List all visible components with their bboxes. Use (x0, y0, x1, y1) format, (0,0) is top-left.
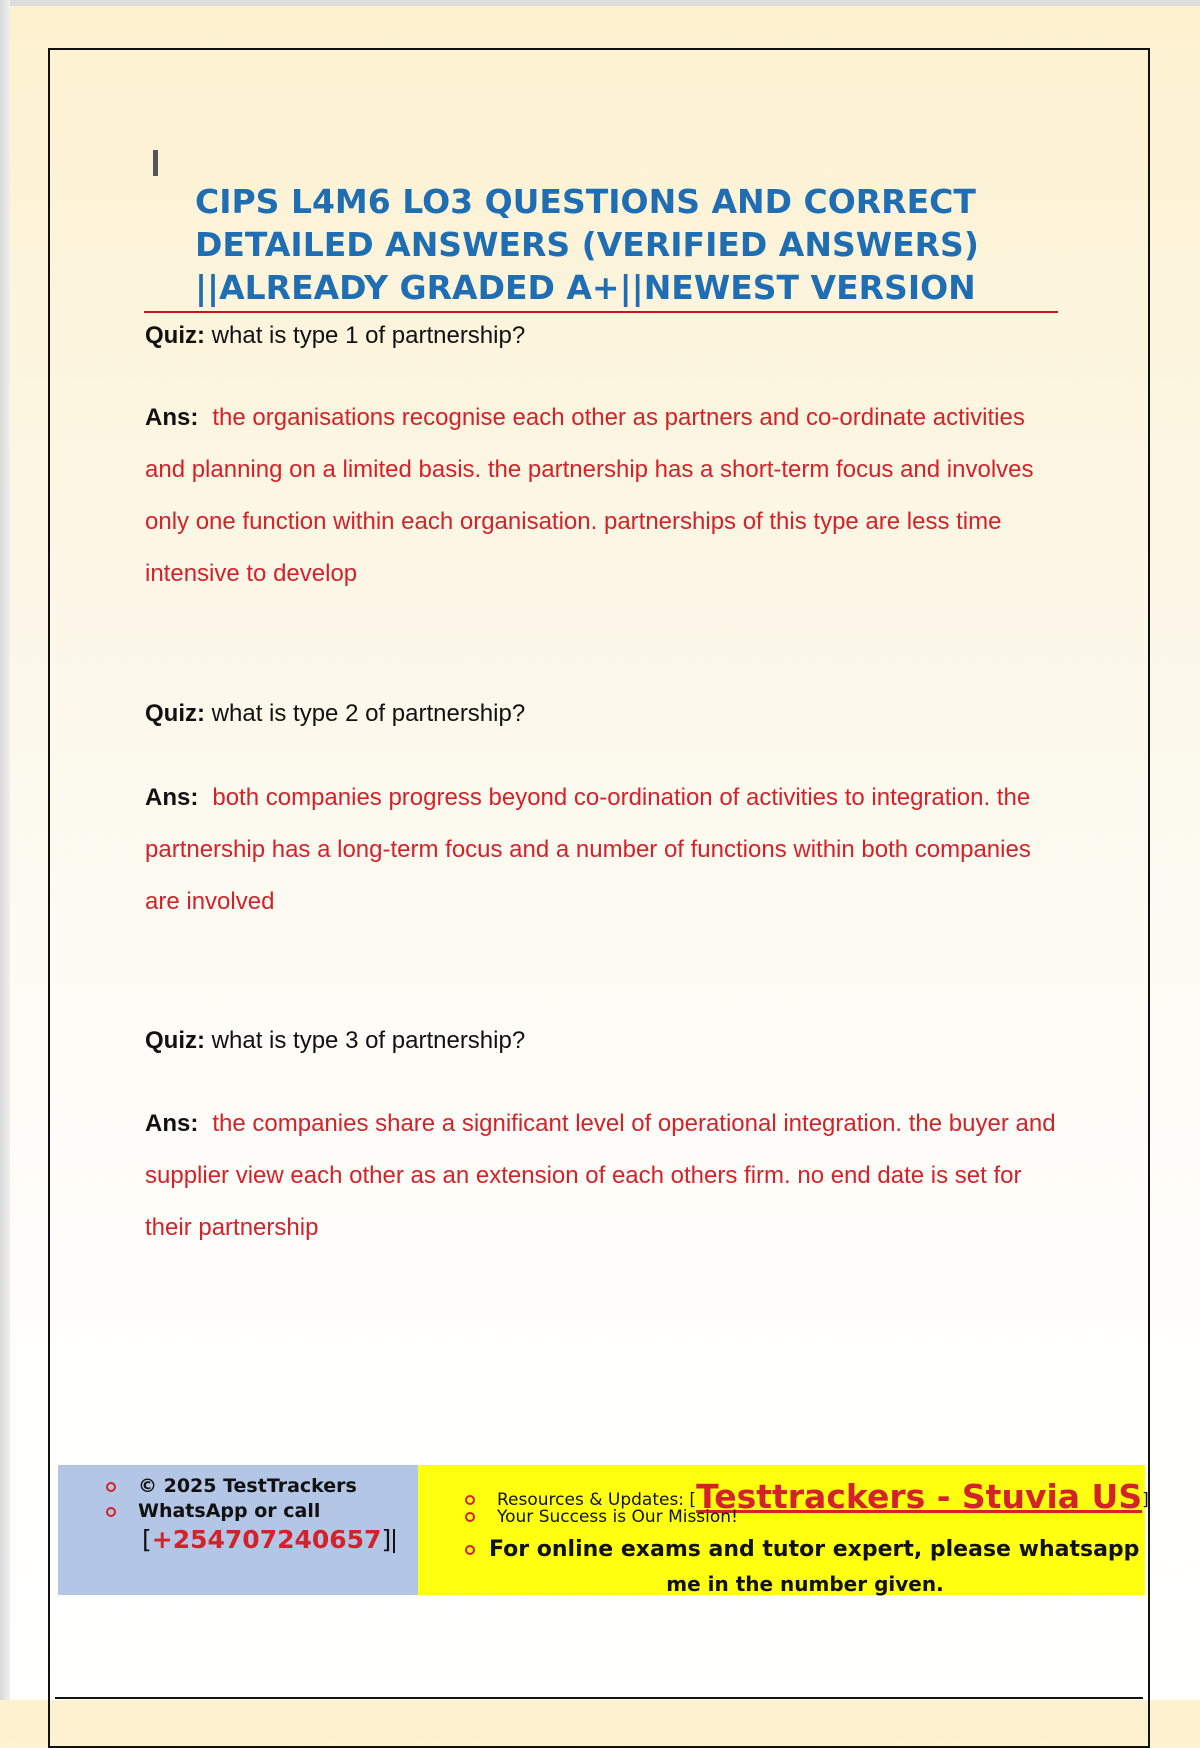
question-1 (145, 322, 525, 350)
title-underline (144, 311, 1058, 313)
page-top-edge (0, 0, 1200, 6)
promo-line-2: me in the number given. (666, 1572, 944, 1596)
ans-label: Ans: (145, 404, 199, 431)
answer-3 (145, 1098, 1065, 1254)
promo-line-1: For online exams and tutor expert, please whatsapp (489, 1537, 1140, 1562)
promo-text (465, 1533, 1145, 1601)
phone-number[interactable]: [+254707240657] (142, 1525, 395, 1554)
answer-1 (145, 392, 1065, 600)
bullet-icon (465, 1512, 475, 1522)
copyright-row (106, 1475, 357, 1497)
stuvia-link[interactable]: Testtrackers - Stuvia US (696, 1477, 1143, 1516)
resources-label: Resources & Updates: [ (497, 1490, 697, 1510)
answer-2 (145, 772, 1065, 928)
page-left-edge (0, 0, 10, 1700)
title-line: ||ALREADY GRADED A+||NEWEST VERSION (195, 268, 976, 307)
title-line: CIPS L4M6 LO3 QUESTIONS AND CORRECT (195, 182, 976, 221)
ans-label: Ans: (145, 1110, 199, 1137)
phone-text[interactable]: +254707240657 (151, 1525, 382, 1554)
footer-contact (58, 1465, 418, 1595)
question-3 (145, 1027, 525, 1055)
whatsapp-label: WhatsApp or call (138, 1500, 321, 1522)
question-text: what is type 1 of partnership? (211, 322, 526, 349)
quiz-label: Quiz: (145, 1027, 205, 1054)
quiz-label: Quiz: (145, 322, 205, 349)
answer-text: the organisations recognise each other as partners and co-ordinate activities and planning on a limited basis. the partnership has a short-term focus and involves only one function within each organisation. partnerships of this type are less time intensive to develop (145, 404, 1034, 587)
bullet-icon (465, 1545, 475, 1555)
question-2 (145, 700, 525, 728)
ans-label: Ans: (145, 784, 199, 811)
title-line: DETAILED ANSWERS (VERIFIED ANSWERS) (195, 225, 979, 264)
mission-text: Your Success is Our Mission! (497, 1507, 738, 1527)
answer-text: both companies progress beyond co-ordination of activities to integration. the partnership has a long-term focus and a number of functions within both companies are involved (145, 784, 1031, 915)
bullet-icon (465, 1495, 475, 1505)
answer-text: the companies share a significant level of operational integration. the buyer and supplier view each other as an extension of each others firm. no end date is set for their partnership (145, 1110, 1056, 1241)
bullet-icon (106, 1507, 116, 1517)
question-text: what is type 2 of partnership? (211, 700, 526, 727)
footer-resources (418, 1465, 1149, 1596)
bullet-icon (106, 1482, 116, 1492)
text-cursor-icon (153, 150, 158, 176)
question-text: what is type 3 of partnership? (211, 1027, 526, 1054)
mission-row (465, 1507, 738, 1527)
bottom-border (55, 1697, 1143, 1699)
quiz-label: Quiz: (145, 700, 205, 727)
text-cursor-icon (393, 1529, 395, 1553)
document-title (195, 180, 1055, 309)
copyright-text: © 2025 TestTrackers (138, 1475, 357, 1497)
whatsapp-row (106, 1500, 320, 1522)
resources-row: Resources & Updates: [Testtrackers - Stuvia US] (465, 1477, 1149, 1516)
